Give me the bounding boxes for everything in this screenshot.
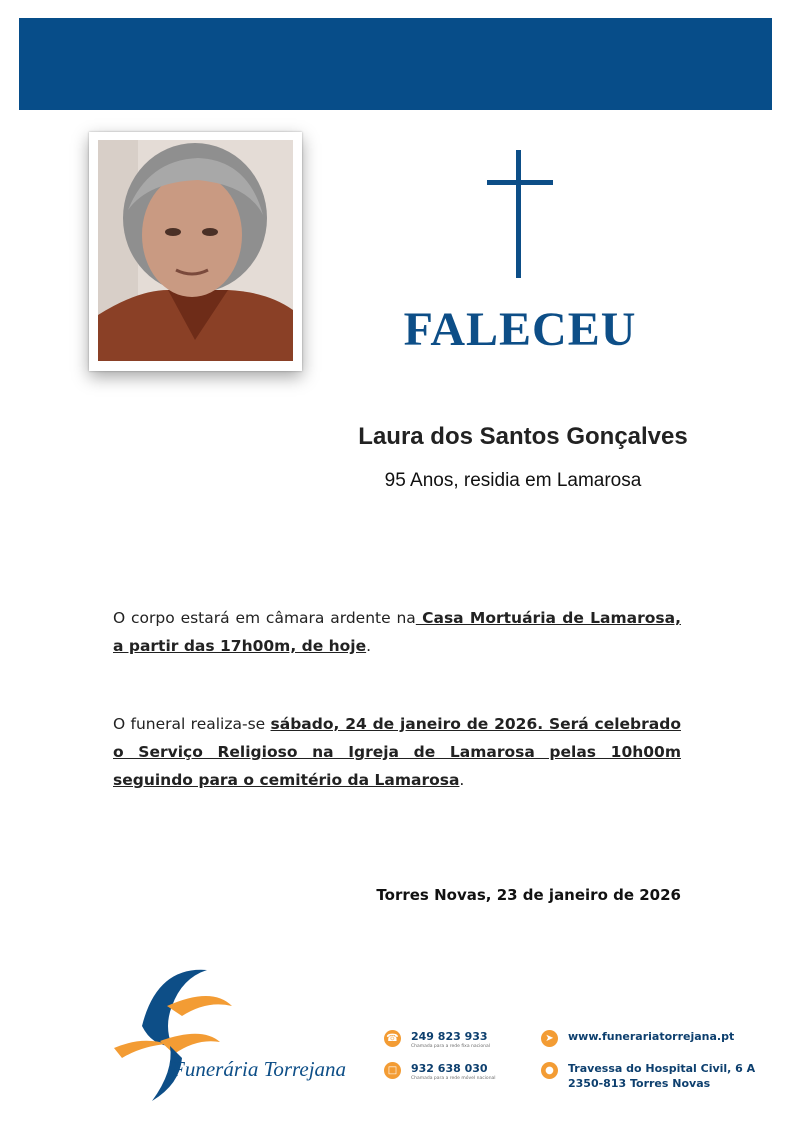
web-icon: ➤ xyxy=(541,1030,558,1047)
wake-details: Casa Mortuária de Lamarosa, a partir das 17h00m, de hoje xyxy=(113,609,681,655)
company-logo xyxy=(112,966,332,1106)
wake-lead: O corpo estará em câmara ardente na xyxy=(113,609,416,627)
address-line1: Travessa do Hospital Civil, 6 A xyxy=(568,1062,756,1075)
location-pin-icon: ● xyxy=(541,1062,558,1079)
phone-mobile-note: Chamada para a rede móvel nacional xyxy=(411,1076,496,1081)
phone-mobile-number: 932 638 030 xyxy=(411,1062,488,1075)
deceased-name: Laura dos Santos Gonçalves xyxy=(358,423,688,450)
funeral-end: . xyxy=(459,771,465,789)
portrait-frame xyxy=(89,132,302,371)
mobile-icon: □ xyxy=(384,1062,401,1079)
wake-end: . xyxy=(366,637,372,655)
phone-icon: ☎ xyxy=(384,1030,401,1047)
address-line2: 2350-813 Torres Novas xyxy=(568,1077,711,1090)
portrait-photo xyxy=(98,140,293,361)
website-text: www.funerariatorrejana.pt xyxy=(568,1030,735,1043)
cross-icon xyxy=(487,150,553,278)
funeral-paragraph xyxy=(113,710,681,794)
phone-landline-note: Chamada para a rede fixa nacional xyxy=(411,1044,490,1049)
dateline: Torres Novas, 23 de janeiro de 2026 xyxy=(376,886,681,904)
phone-landline-number: 249 823 933 xyxy=(411,1030,488,1043)
funeral-details: sábado, 24 de janeiro de 2026. Será celebrado o Serviço Religioso na Igreja de Lamarosa pelas 10h00m seguindo para o cemitério da Lamarosa xyxy=(113,715,681,789)
top-banner xyxy=(19,18,772,110)
funeral-lead: O funeral realiza-se xyxy=(113,715,271,733)
deceased-info: 95 Anos, residia em Lamarosa xyxy=(384,470,642,491)
company-name: Funerária Torrejana xyxy=(172,1057,347,1081)
wake-paragraph xyxy=(113,604,681,660)
page-title: FALECEU xyxy=(403,303,637,356)
